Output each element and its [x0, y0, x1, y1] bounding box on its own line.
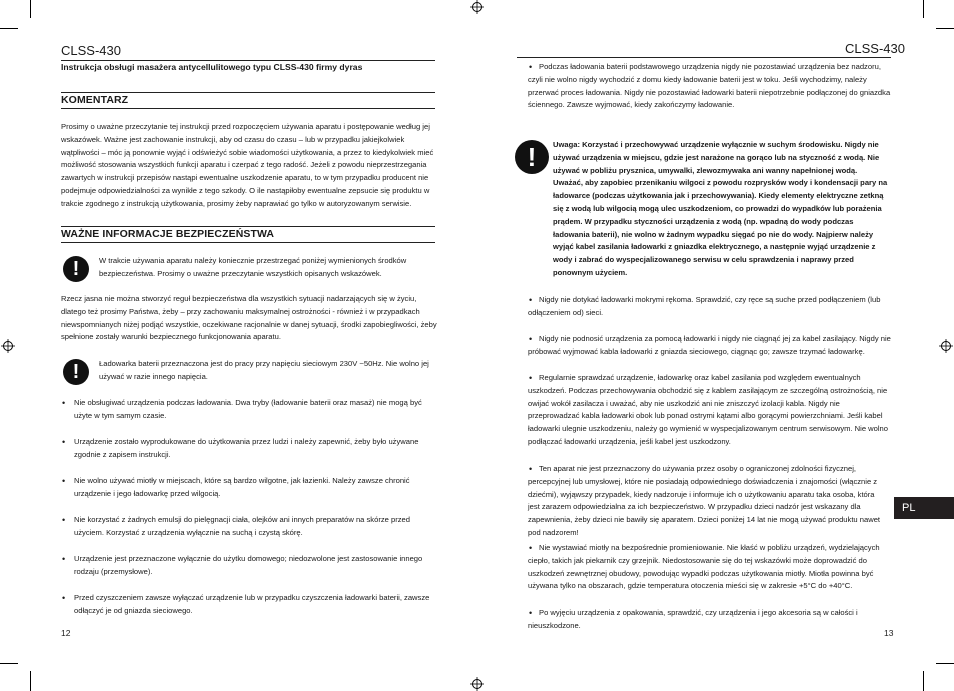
bullet-icon: •	[529, 464, 533, 474]
safety-bullet-6: Przed czyszczeniem zawsze wyłączać urządzenie lub w przypadku czyszczenia ładowarki baterii, zawsze odłączyć je od gniazda sieciowego.	[74, 593, 430, 615]
right-bullet-2: Nigdy nie podnosić urządzenia za pomocą ładowarki i nigdy nie ciągnąć jej za kabel zasilający. Nigdy nie próbować wyjmować kabla ładowarki z gniazda sieciowego, ciągnąc go; zawsze trzymać ładowarkę.	[528, 334, 891, 356]
bullet-icon: •	[529, 608, 533, 618]
safety-bullet-2: Urządzenie zostało wyprodukowane do użytkowania przez ludzi i należy zapewnić, żeby było używane zgodnie z zapisem instrukcji.	[74, 437, 419, 459]
model-name: CLSS-430	[845, 41, 905, 56]
section-title-safety: WAŻNE INFORMACJE BEZPIECZEŃSTWA	[61, 228, 275, 240]
bullet-icon: •	[62, 476, 66, 486]
manual-subtitle: Instrukcja obsługi masażera antycellulitowego typu CLSS-430 firmy dyras	[61, 62, 363, 72]
right-bullet-3: Regularnie sprawdzać urządzenie, ładowarkę oraz kabel zasilania pod względem ewentualnych uszkodzeń. Podczas przechowywania obchodzić się z kablem zasilającym ze szczególną ostrożnością, nie owijać wokół zasilacza i uważać, aby nie uszkodzić ani nie zniszczyć izolacji kabla. Nigdy nie przeprowadzać kabla ładowarki obok lub ponad ostrymi kątami albo gorącymi powierzchniami. Jeśli kabel ładowarki ulegnie uszkodzeniu, należy go wymienić w wyspecjalizowanym centrum serwisowym. Nie wolno podłączać ładowarki urządzenia, jeśli kabel jest uszkodzony.	[528, 373, 889, 446]
page-number: 13	[884, 628, 894, 638]
safety-intro: Rzecz jasna nie można stworzyć reguł bezpieczeństwa dla wszystkich sytuacji nadarzających się w życiu, dlatego też prosimy Państwa, żeby – przy zachowaniu maksymalnej ostrożności - również i w przypadkach niewspomnianych niżej podjąć wszystkie, oczekiwane racjonalnie w danej sytuacji, środki zapobiegliwości, żeby spełnione zostały warunki bezpiecznego funkcjonowania aparatu.	[61, 294, 437, 342]
warning-icon: !	[515, 140, 549, 174]
registration-mark-icon	[939, 339, 953, 353]
charging-bullet: Podczas ładowania baterii podstawowego urządzenia nigdy nie pozostawiać urządzenia bez nadzoru, czyli nie wolno nigdy wychodzić z domu kiedy ładowanie baterii jest w toku. Jeśli wychodzimy, należy przerwać proces ładowania. Nigdy nie pozostawiać ładowarki baterii niepotrzebnie podłączonej do gniazdka ściennego. Zawsze wyjmować, kiedy zakończymy ładowanie.	[528, 62, 891, 110]
right-bullet-5: Nie wystawiać miotły na bezpośrednie promieniowanie. Nie kłaść w pobliżu urządzeń, wydzielających ciepło, takich jak piekarnik czy grzejnik. Niedostosowanie się do tej wskazówki może doprowadzić do uszkodzeń zewnętrznej obudowy, powodując wypadki podczas użytkowania miotły. Miotła powinna być używana tylko na obszarach, gdzie temperatura otoczenia mieści się w zakresie +5°C do +40°C.	[528, 543, 880, 591]
model-name: CLSS-430	[61, 43, 121, 58]
safety-bullet-3: Nie wolno używać miotły w miejscach, które są bardzo wilgotne, jak łazienki. Należy zawsze chronić urządzenie i jego ładowarkę przed wilgocią.	[74, 476, 410, 498]
safety-bullet-4: Nie korzystać z żadnych emulsji do pielęgnacji ciała, olejków ani innych preparatów na skórze przed użyciem. Korzystać z urządzenia wyłącznie na suchą i czystą skórę.	[74, 515, 410, 537]
bullet-icon: •	[529, 62, 533, 72]
header-rule	[61, 60, 435, 61]
right-bullet-1: Nigdy nie dotykać ładowarki mokrymi rękoma. Sprawdzić, czy ręce są suche przed podłączeniem (lub odłączeniem od) sieci.	[528, 295, 881, 317]
crop-mark	[923, 671, 924, 691]
registration-mark-icon	[1, 339, 15, 353]
bullet-icon: •	[62, 515, 66, 525]
section-title-komentarz: KOMENTARZ	[61, 94, 129, 106]
bullet-icon: •	[529, 543, 533, 553]
bullet-icon: •	[62, 398, 66, 408]
bullet-icon: •	[62, 554, 66, 564]
safety-warning-1: W trakcie używania aparatu należy koniecznie przestrzegać poniżej wymienionych środków bezpieczeństwa. Prosimy o uważne przeczytanie wszystkich opisanych wskazówek.	[99, 256, 407, 278]
bullet-icon: •	[62, 437, 66, 447]
water-warning: Uwaga: Korzystać i przechowywać urządzenie wyłącznie w suchym środowisku. Nigdy nie używać urządzenia w miejscu, gdzie jest narażone na gorąco lub na styczność z wodą. Nie używać w pobliżu prysznica, umywalki, zlewozmywaka ani wanny napełnionej wodą. Uważać, aby zapobiec przenikaniu wilgoci z powodu rozprysków wody i kondensacji pary na ładowarce (podczas użytkowania jak i przechowywania). Kiedy elementy elektryczne zetkną się z wodą lub wilgocią mogą ulec uszkodzeniom, co prowadzi do wypadków lub porażenia prądem. W przypadku styczności urządzenia z wodą (np. wpadną do wody podczas ładowania baterii), nie wolno w żadnym wypadku sięgać po nie do wody. Najpierw należy wyjąć kabel zasilania ładowarki z gniazdka elektrycznego, a następnie wyjąć urządzenie z wody i zabrać do wyspecjalizowanego serwisu w celu sprawdzenia i naprawy przed ponownym użyciem.	[553, 140, 888, 277]
crop-mark	[936, 28, 954, 29]
section-rule	[61, 226, 435, 227]
section-rule	[61, 92, 435, 93]
komentarz-text: Prosimy o uważne przeczytanie tej instrukcji przed rozpoczęciem używania aparatu i postępowanie według jej wskazówek. Ważne jest zachowanie instrukcji, aby od czasu do czasu – lub w przypadku jakiejkolwiek wątpliwości – móc ją ponownie wyjąć i odświeżyć sobie wiadomości użytkowania, a przez to kiedykolwiek mieć możliwość stosowania wszystkich funkcji aparatu i czerpać z tego radość. Jeżeli z powodu nieprzestrzegania zawartych w instrukcji przepisów nastąpi ewentualne uszkodzenie aparatu, to w tym przypadku producent nie podejmuje odpowiedzialności za wynikłe z tego szkody. O ile nastąpiłoby ewentualne zepsucie się produktu w trakcie zgodnego z instrukcją użytkowania, prosimy żeby naprawiać go tylko w autoryzowanym serwisie.	[61, 122, 434, 208]
crop-mark	[30, 671, 31, 691]
header-rule	[517, 57, 891, 58]
crop-mark	[923, 0, 924, 18]
right-bullet-6: Po wyjęciu urządzenia z opakowania, sprawdzić, czy urządzenia i jego akcesoria są w całości i nieuszkodzone.	[528, 608, 858, 630]
language-tab: PL	[894, 497, 954, 519]
section-rule	[61, 242, 435, 243]
right-bullet-4: Ten aparat nie jest przeznaczony do używania przez osoby o ograniczonej zdolności fizycznej, percepcyjnej lub umysłowej, które nie posiadają odpowiedniego doświadczenia i znajomości (włącznie z dziećmi), wyjąwszy przypadek, kiedy nadzoruje i informuje ich o użytkowaniu aparatu taka osoba, która jest zarazem odpowiedzialna za ich bezpieczeństwo. W przypadku dzieci nadzór jest wskazany dla zapewnienia, żeby dzieci nie bawiły się aparatem. Dzieci poniżej 14 lat nie mogą używać produktu nawet pod nadzorem!	[528, 464, 881, 537]
crop-mark	[936, 663, 954, 664]
safety-bullet-1: Nie obsługiwać urządzenia podczas ładowania. Dwa tryby (ładowanie baterii oraz masaż) nie mogą być użyte w tym samym czasie.	[74, 398, 422, 420]
bullet-icon: •	[62, 593, 66, 603]
bullet-icon: •	[529, 334, 533, 344]
warning-icon: !	[63, 256, 89, 282]
crop-mark	[30, 0, 31, 18]
right-page	[477, 0, 954, 691]
crop-mark	[0, 28, 18, 29]
crop-mark	[0, 663, 18, 664]
section-rule	[61, 108, 435, 109]
warning-icon: !	[63, 359, 89, 385]
bullet-icon: •	[529, 373, 533, 383]
page-number: 12	[61, 628, 71, 638]
safety-warning-2: Ładowarka baterii przeznaczona jest do pracy przy napięciu sieciowym 230V ~50Hz. Nie wolno jej używać w razie innego napięcia.	[99, 359, 429, 381]
safety-bullet-5: Urządzenie jest przeznaczone wyłącznie do użytku domowego; niedozwolone jest zastosowanie innego rodzaju (przemysłowe).	[74, 554, 423, 576]
bullet-icon: •	[529, 295, 533, 305]
